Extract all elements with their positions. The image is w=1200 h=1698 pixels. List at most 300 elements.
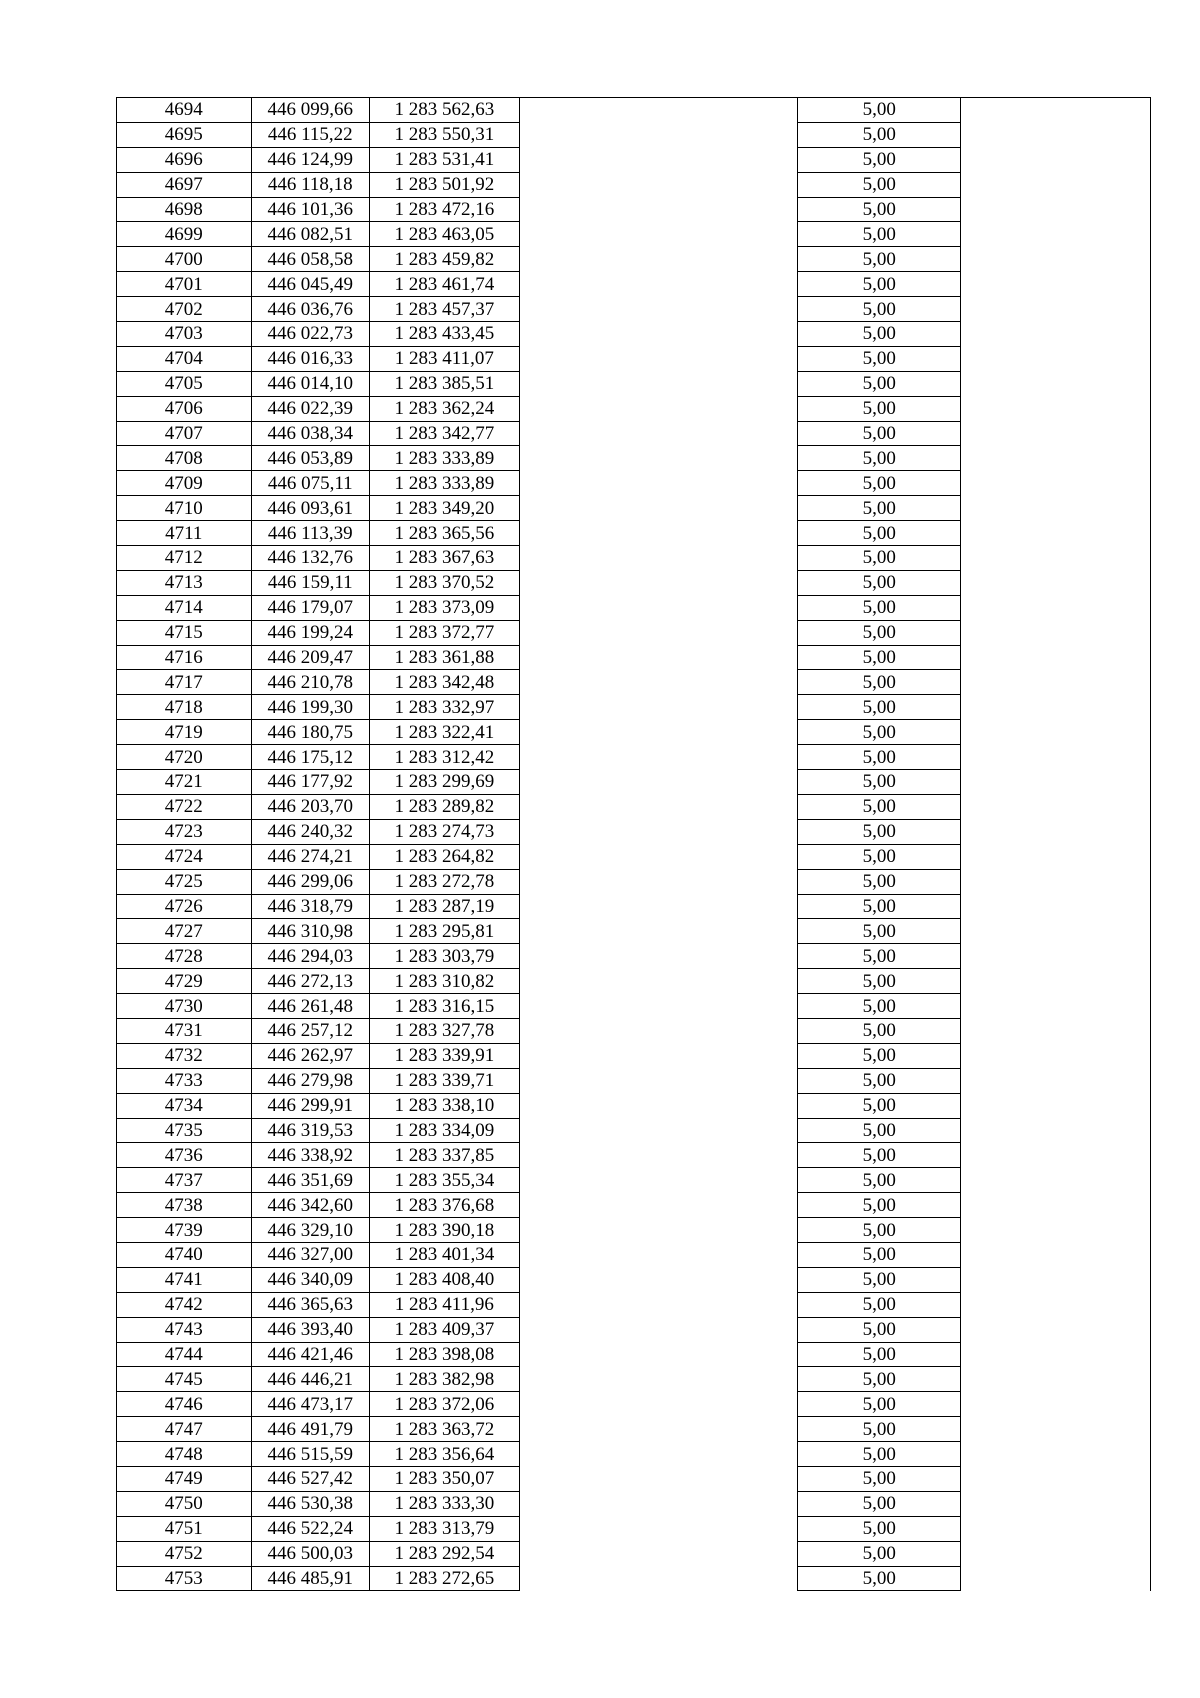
value-cell: 5,00	[798, 272, 961, 297]
empty-last-cell	[961, 546, 1151, 571]
point-number-cell: 4735	[117, 1118, 252, 1143]
empty-cell	[519, 396, 797, 421]
table-row	[117, 322, 1151, 347]
empty-last-cell	[961, 1193, 1151, 1218]
empty-last-cell	[961, 122, 1151, 147]
value-cell: 5,00	[798, 844, 961, 869]
empty-cell	[519, 1043, 797, 1068]
y-coordinate-cell: 1 283 337,85	[369, 1143, 519, 1168]
empty-last-cell	[961, 1466, 1151, 1491]
table-row	[117, 894, 1151, 919]
empty-last-cell	[961, 1292, 1151, 1317]
table-row	[117, 1143, 1151, 1168]
y-coordinate-cell: 1 283 295,81	[369, 919, 519, 944]
value-cell: 5,00	[798, 1143, 961, 1168]
point-number-cell: 4750	[117, 1491, 252, 1516]
table-row	[117, 1118, 1151, 1143]
y-coordinate-cell: 1 283 264,82	[369, 844, 519, 869]
empty-cell	[519, 1018, 797, 1043]
value-cell: 5,00	[798, 1218, 961, 1243]
empty-cell	[519, 1541, 797, 1566]
value-cell: 5,00	[798, 969, 961, 994]
y-coordinate-cell: 1 283 373,09	[369, 595, 519, 620]
table-row	[117, 247, 1151, 272]
y-coordinate-cell: 1 283 501,92	[369, 172, 519, 197]
table-row	[117, 844, 1151, 869]
empty-last-cell	[961, 1417, 1151, 1442]
value-cell: 5,00	[798, 1193, 961, 1218]
value-cell: 5,00	[798, 1043, 961, 1068]
empty-last-cell	[961, 521, 1151, 546]
table-row	[117, 1093, 1151, 1118]
y-coordinate-cell: 1 283 433,45	[369, 322, 519, 347]
empty-last-cell	[961, 446, 1151, 471]
empty-last-cell	[961, 994, 1151, 1019]
x-coordinate-cell: 446 491,79	[251, 1417, 369, 1442]
y-coordinate-cell: 1 283 274,73	[369, 819, 519, 844]
empty-last-cell	[961, 98, 1151, 123]
empty-last-cell	[961, 346, 1151, 371]
table-row	[117, 98, 1151, 123]
x-coordinate-cell: 446 262,97	[251, 1043, 369, 1068]
value-cell: 5,00	[798, 122, 961, 147]
x-coordinate-cell: 446 365,63	[251, 1292, 369, 1317]
point-number-cell: 4739	[117, 1218, 252, 1243]
y-coordinate-cell: 1 283 382,98	[369, 1367, 519, 1392]
point-number-cell: 4698	[117, 197, 252, 222]
y-coordinate-cell: 1 283 411,96	[369, 1292, 519, 1317]
x-coordinate-cell: 446 327,00	[251, 1242, 369, 1267]
y-coordinate-cell: 1 283 355,34	[369, 1168, 519, 1193]
point-number-cell: 4737	[117, 1168, 252, 1193]
point-number-cell: 4715	[117, 620, 252, 645]
x-coordinate-cell: 446 515,59	[251, 1442, 369, 1467]
empty-cell	[519, 1317, 797, 1342]
x-coordinate-cell: 446 177,92	[251, 770, 369, 795]
value-cell: 5,00	[798, 919, 961, 944]
point-number-cell: 4723	[117, 819, 252, 844]
point-number-cell: 4705	[117, 371, 252, 396]
value-cell: 5,00	[798, 471, 961, 496]
x-coordinate-cell: 446 500,03	[251, 1541, 369, 1566]
empty-last-cell	[961, 720, 1151, 745]
value-cell: 5,00	[798, 1442, 961, 1467]
point-number-cell: 4718	[117, 695, 252, 720]
empty-last-cell	[961, 944, 1151, 969]
x-coordinate-cell: 446 421,46	[251, 1342, 369, 1367]
y-coordinate-cell: 1 283 349,20	[369, 496, 519, 521]
x-coordinate-cell: 446 036,76	[251, 297, 369, 322]
empty-last-cell	[961, 147, 1151, 172]
value-cell: 5,00	[798, 1516, 961, 1541]
point-number-cell: 4728	[117, 944, 252, 969]
point-number-cell: 4708	[117, 446, 252, 471]
point-number-cell: 4707	[117, 421, 252, 446]
empty-last-cell	[961, 1043, 1151, 1068]
value-cell: 5,00	[798, 695, 961, 720]
value-cell: 5,00	[798, 222, 961, 247]
x-coordinate-cell: 446 113,39	[251, 521, 369, 546]
x-coordinate-cell: 446 522,24	[251, 1516, 369, 1541]
table-row	[117, 620, 1151, 645]
empty-cell	[519, 919, 797, 944]
y-coordinate-cell: 1 283 550,31	[369, 122, 519, 147]
x-coordinate-cell: 446 473,17	[251, 1392, 369, 1417]
value-cell: 5,00	[798, 346, 961, 371]
y-coordinate-cell: 1 283 372,77	[369, 620, 519, 645]
empty-cell	[519, 844, 797, 869]
y-coordinate-cell: 1 283 411,07	[369, 346, 519, 371]
x-coordinate-cell: 446 022,39	[251, 396, 369, 421]
empty-last-cell	[961, 322, 1151, 347]
value-cell: 5,00	[798, 322, 961, 347]
table-row	[117, 1466, 1151, 1491]
empty-cell	[519, 670, 797, 695]
empty-cell	[519, 446, 797, 471]
point-number-cell: 4731	[117, 1018, 252, 1043]
y-coordinate-cell: 1 283 562,63	[369, 98, 519, 123]
empty-last-cell	[961, 1242, 1151, 1267]
value-cell: 5,00	[798, 1566, 961, 1591]
table-row	[117, 297, 1151, 322]
point-number-cell: 4709	[117, 471, 252, 496]
value-cell: 5,00	[798, 944, 961, 969]
point-number-cell: 4746	[117, 1392, 252, 1417]
x-coordinate-cell: 446 209,47	[251, 645, 369, 670]
value-cell: 5,00	[798, 1267, 961, 1292]
table-row	[117, 1342, 1151, 1367]
y-coordinate-cell: 1 283 385,51	[369, 371, 519, 396]
empty-last-cell	[961, 645, 1151, 670]
x-coordinate-cell: 446 014,10	[251, 371, 369, 396]
table-row	[117, 1442, 1151, 1467]
empty-last-cell	[961, 794, 1151, 819]
y-coordinate-cell: 1 283 459,82	[369, 247, 519, 272]
y-coordinate-cell: 1 283 342,48	[369, 670, 519, 695]
point-number-cell: 4732	[117, 1043, 252, 1068]
point-number-cell: 4694	[117, 98, 252, 123]
coordinates-table	[116, 97, 1151, 1591]
empty-cell	[519, 1367, 797, 1392]
value-cell: 5,00	[798, 546, 961, 571]
y-coordinate-cell: 1 283 339,71	[369, 1068, 519, 1093]
point-number-cell: 4724	[117, 844, 252, 869]
empty-last-cell	[961, 1218, 1151, 1243]
table-row	[117, 919, 1151, 944]
empty-cell	[519, 172, 797, 197]
table-row	[117, 371, 1151, 396]
x-coordinate-cell: 446 351,69	[251, 1168, 369, 1193]
value-cell: 5,00	[798, 1466, 961, 1491]
x-coordinate-cell: 446 045,49	[251, 272, 369, 297]
empty-last-cell	[961, 770, 1151, 795]
point-number-cell: 4741	[117, 1267, 252, 1292]
x-coordinate-cell: 446 527,42	[251, 1466, 369, 1491]
table-row	[117, 1218, 1151, 1243]
empty-last-cell	[961, 844, 1151, 869]
table-row	[117, 471, 1151, 496]
x-coordinate-cell: 446 261,48	[251, 994, 369, 1019]
empty-cell	[519, 1566, 797, 1591]
x-coordinate-cell: 446 180,75	[251, 720, 369, 745]
point-number-cell: 4717	[117, 670, 252, 695]
table-row	[117, 1267, 1151, 1292]
point-number-cell: 4721	[117, 770, 252, 795]
y-coordinate-cell: 1 283 316,15	[369, 994, 519, 1019]
y-coordinate-cell: 1 283 408,40	[369, 1267, 519, 1292]
empty-last-cell	[961, 1392, 1151, 1417]
y-coordinate-cell: 1 283 333,30	[369, 1491, 519, 1516]
empty-cell	[519, 570, 797, 595]
table-row	[117, 172, 1151, 197]
empty-last-cell	[961, 1442, 1151, 1467]
y-coordinate-cell: 1 283 272,78	[369, 869, 519, 894]
y-coordinate-cell: 1 283 363,72	[369, 1417, 519, 1442]
x-coordinate-cell: 446 118,18	[251, 172, 369, 197]
empty-cell	[519, 546, 797, 571]
table-row	[117, 1417, 1151, 1442]
empty-last-cell	[961, 1367, 1151, 1392]
point-number-cell: 4744	[117, 1342, 252, 1367]
point-number-cell: 4703	[117, 322, 252, 347]
x-coordinate-cell: 446 340,09	[251, 1267, 369, 1292]
point-number-cell: 4697	[117, 172, 252, 197]
table-row	[117, 272, 1151, 297]
empty-cell	[519, 969, 797, 994]
point-number-cell: 4729	[117, 969, 252, 994]
y-coordinate-cell: 1 283 338,10	[369, 1093, 519, 1118]
empty-cell	[519, 322, 797, 347]
y-coordinate-cell: 1 283 299,69	[369, 770, 519, 795]
table-row	[117, 1193, 1151, 1218]
value-cell: 5,00	[798, 371, 961, 396]
y-coordinate-cell: 1 283 313,79	[369, 1516, 519, 1541]
y-coordinate-cell: 1 283 303,79	[369, 944, 519, 969]
empty-cell	[519, 595, 797, 620]
x-coordinate-cell: 446 393,40	[251, 1317, 369, 1342]
point-number-cell: 4714	[117, 595, 252, 620]
value-cell: 5,00	[798, 720, 961, 745]
y-coordinate-cell: 1 283 461,74	[369, 272, 519, 297]
empty-cell	[519, 197, 797, 222]
y-coordinate-cell: 1 283 310,82	[369, 969, 519, 994]
value-cell: 5,00	[798, 421, 961, 446]
table-row	[117, 770, 1151, 795]
x-coordinate-cell: 446 342,60	[251, 1193, 369, 1218]
x-coordinate-cell: 446 124,99	[251, 147, 369, 172]
empty-last-cell	[961, 1267, 1151, 1292]
point-number-cell: 4734	[117, 1093, 252, 1118]
y-coordinate-cell: 1 283 287,19	[369, 894, 519, 919]
x-coordinate-cell: 446 257,12	[251, 1018, 369, 1043]
table-row	[117, 1043, 1151, 1068]
point-number-cell: 4752	[117, 1541, 252, 1566]
x-coordinate-cell: 446 294,03	[251, 944, 369, 969]
y-coordinate-cell: 1 283 457,37	[369, 297, 519, 322]
y-coordinate-cell: 1 283 350,07	[369, 1466, 519, 1491]
empty-last-cell	[961, 819, 1151, 844]
y-coordinate-cell: 1 283 390,18	[369, 1218, 519, 1243]
x-coordinate-cell: 446 274,21	[251, 844, 369, 869]
table-row	[117, 496, 1151, 521]
y-coordinate-cell: 1 283 292,54	[369, 1541, 519, 1566]
point-number-cell: 4716	[117, 645, 252, 670]
empty-cell	[519, 1491, 797, 1516]
y-coordinate-cell: 1 283 472,16	[369, 197, 519, 222]
point-number-cell: 4700	[117, 247, 252, 272]
value-cell: 5,00	[798, 1491, 961, 1516]
value-cell: 5,00	[798, 869, 961, 894]
table-row	[117, 222, 1151, 247]
y-coordinate-cell: 1 283 322,41	[369, 720, 519, 745]
y-coordinate-cell: 1 283 463,05	[369, 222, 519, 247]
point-number-cell: 4713	[117, 570, 252, 595]
value-cell: 5,00	[798, 794, 961, 819]
point-number-cell: 4742	[117, 1292, 252, 1317]
value-cell: 5,00	[798, 1018, 961, 1043]
x-coordinate-cell: 446 530,38	[251, 1491, 369, 1516]
value-cell: 5,00	[798, 521, 961, 546]
point-number-cell: 4730	[117, 994, 252, 1019]
empty-cell	[519, 421, 797, 446]
value-cell: 5,00	[798, 1242, 961, 1267]
empty-last-cell	[961, 570, 1151, 595]
y-coordinate-cell: 1 283 362,24	[369, 396, 519, 421]
empty-last-cell	[961, 869, 1151, 894]
table-row	[117, 1367, 1151, 1392]
value-cell: 5,00	[798, 147, 961, 172]
point-number-cell: 4740	[117, 1242, 252, 1267]
empty-cell	[519, 794, 797, 819]
y-coordinate-cell: 1 283 398,08	[369, 1342, 519, 1367]
value-cell: 5,00	[798, 670, 961, 695]
empty-last-cell	[961, 1516, 1151, 1541]
empty-cell	[519, 98, 797, 123]
empty-cell	[519, 1392, 797, 1417]
point-number-cell: 4712	[117, 546, 252, 571]
x-coordinate-cell: 446 101,36	[251, 197, 369, 222]
y-coordinate-cell: 1 283 327,78	[369, 1018, 519, 1043]
y-coordinate-cell: 1 283 332,97	[369, 695, 519, 720]
x-coordinate-cell: 446 179,07	[251, 595, 369, 620]
value-cell: 5,00	[798, 172, 961, 197]
point-number-cell: 4733	[117, 1068, 252, 1093]
x-coordinate-cell: 446 299,06	[251, 869, 369, 894]
empty-cell	[519, 1193, 797, 1218]
empty-last-cell	[961, 222, 1151, 247]
empty-cell	[519, 1118, 797, 1143]
empty-last-cell	[961, 1342, 1151, 1367]
y-coordinate-cell: 1 283 376,68	[369, 1193, 519, 1218]
x-coordinate-cell: 446 485,91	[251, 1566, 369, 1591]
empty-cell	[519, 720, 797, 745]
empty-cell	[519, 745, 797, 770]
value-cell: 5,00	[798, 1168, 961, 1193]
empty-cell	[519, 1218, 797, 1243]
value-cell: 5,00	[798, 1317, 961, 1342]
x-coordinate-cell: 446 022,73	[251, 322, 369, 347]
table-row	[117, 446, 1151, 471]
point-number-cell: 4748	[117, 1442, 252, 1467]
table-row	[117, 346, 1151, 371]
empty-last-cell	[961, 272, 1151, 297]
x-coordinate-cell: 446 210,78	[251, 670, 369, 695]
value-cell: 5,00	[798, 620, 961, 645]
table-row	[117, 1566, 1151, 1591]
empty-last-cell	[961, 371, 1151, 396]
empty-last-cell	[961, 745, 1151, 770]
value-cell: 5,00	[798, 1292, 961, 1317]
empty-cell	[519, 222, 797, 247]
value-cell: 5,00	[798, 1541, 961, 1566]
point-number-cell: 4722	[117, 794, 252, 819]
value-cell: 5,00	[798, 297, 961, 322]
x-coordinate-cell: 446 038,34	[251, 421, 369, 446]
empty-cell	[519, 1342, 797, 1367]
value-cell: 5,00	[798, 994, 961, 1019]
x-coordinate-cell: 446 446,21	[251, 1367, 369, 1392]
empty-last-cell	[961, 1317, 1151, 1342]
x-coordinate-cell: 446 272,13	[251, 969, 369, 994]
point-number-cell: 4726	[117, 894, 252, 919]
empty-cell	[519, 1516, 797, 1541]
empty-last-cell	[961, 670, 1151, 695]
empty-last-cell	[961, 1566, 1151, 1591]
empty-last-cell	[961, 247, 1151, 272]
table-row	[117, 396, 1151, 421]
empty-last-cell	[961, 396, 1151, 421]
point-number-cell: 4736	[117, 1143, 252, 1168]
value-cell: 5,00	[798, 819, 961, 844]
table-row	[117, 969, 1151, 994]
empty-cell	[519, 645, 797, 670]
point-number-cell: 4711	[117, 521, 252, 546]
x-coordinate-cell: 446 159,11	[251, 570, 369, 595]
y-coordinate-cell: 1 283 367,63	[369, 546, 519, 571]
empty-cell	[519, 994, 797, 1019]
value-cell: 5,00	[798, 1392, 961, 1417]
point-number-cell: 4753	[117, 1566, 252, 1591]
empty-cell	[519, 1242, 797, 1267]
y-coordinate-cell: 1 283 342,77	[369, 421, 519, 446]
x-coordinate-cell: 446 053,89	[251, 446, 369, 471]
table-row	[117, 1168, 1151, 1193]
empty-cell	[519, 1068, 797, 1093]
empty-cell	[519, 1292, 797, 1317]
x-coordinate-cell: 446 203,70	[251, 794, 369, 819]
table-row	[117, 869, 1151, 894]
empty-cell	[519, 471, 797, 496]
y-coordinate-cell: 1 283 339,91	[369, 1043, 519, 1068]
x-coordinate-cell: 446 132,76	[251, 546, 369, 571]
value-cell: 5,00	[798, 1068, 961, 1093]
empty-cell	[519, 272, 797, 297]
empty-cell	[519, 770, 797, 795]
empty-last-cell	[961, 1491, 1151, 1516]
value-cell: 5,00	[798, 745, 961, 770]
table-row	[117, 122, 1151, 147]
y-coordinate-cell: 1 283 370,52	[369, 570, 519, 595]
point-number-cell: 4710	[117, 496, 252, 521]
table-row	[117, 819, 1151, 844]
value-cell: 5,00	[798, 496, 961, 521]
empty-last-cell	[961, 919, 1151, 944]
table-row	[117, 1392, 1151, 1417]
empty-cell	[519, 1442, 797, 1467]
y-coordinate-cell: 1 283 365,56	[369, 521, 519, 546]
y-coordinate-cell: 1 283 272,65	[369, 1566, 519, 1591]
y-coordinate-cell: 1 283 312,42	[369, 745, 519, 770]
